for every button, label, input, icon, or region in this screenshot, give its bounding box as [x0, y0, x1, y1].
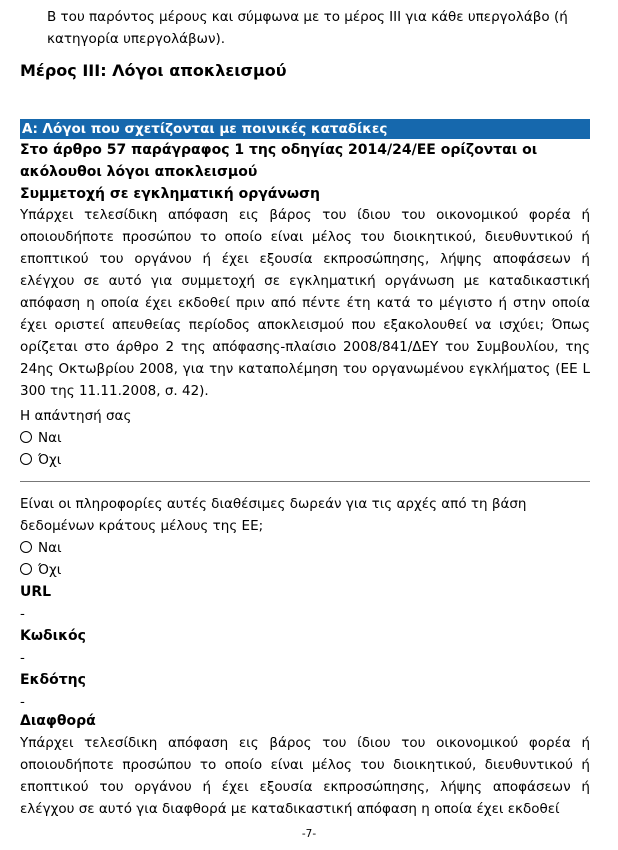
- radio-circle-icon[interactable]: [20, 563, 32, 575]
- section-intro: Στο άρθρο 57 παράγραφος 1 της οδηγίας 2014/24/ΕΕ ορίζονται οι ακόλουθοι λόγοι αποκλεισμού: [20, 142, 538, 180]
- url-label: URL: [20, 584, 52, 600]
- availability-group: [20, 493, 590, 713]
- url-value: -: [20, 606, 25, 622]
- radio-circle-icon[interactable]: [20, 453, 32, 465]
- answer-label: Η απάντησή σας: [20, 408, 132, 424]
- radio-yes[interactable]: [20, 427, 590, 449]
- availability-radio-no[interactable]: [20, 559, 590, 581]
- intro-paragraph: Β του παρόντος μέρους και σύμφωνα με το μέρος ΙΙΙ για κάθε υπεργολάβο (ή κατηγορία υπεργολάβων).: [47, 9, 568, 47]
- availability-no-label: Όχι: [38, 562, 62, 578]
- code-value: -: [20, 650, 25, 666]
- corruption-body: Υπάρχει τελεσίδικη απόφαση εις βάρος του ίδιου του οικονομικού φορέα ή οποιουδήποτε προσώπου το οποίο είναι μέλος του διοικητικού, διευθυντικού ή εποπτικού του οργάνου ή έχει εξουσία εκπροσώπησης, λήψης αποφάσεων ή ελέγχου σε αυτό για διαφθορά με καταδικαστική απόφαση η οποία έχει εκδοθεί: [20, 735, 590, 817]
- radio-circle-icon[interactable]: [20, 431, 32, 443]
- radio-no[interactable]: [20, 449, 590, 471]
- radio-yes-label: Ναι: [38, 430, 62, 446]
- criminal-body: Υπάρχει τελεσίδικη απόφαση εις βάρος του ίδιου του οικονομικού φορέα ή οποιουδήποτε προσώπου το οποίο είναι μέλος του διοικητικού, διευθυντικού ή εποπτικού του οργάνου ή έχει εξουσία εκπροσώπησης, λήψης αποφάσεων ή ελέγχου σε αυτό για συμμετοχή σε εγκληματική οργάνωση με καταδικαστική απόφαση η οποία έχει εκδοθεί πριν από πέντε έτη κατά το μέγιστο ή στην οποία έχει οριστεί απευθείας περίοδος αποκλεισμού που εξακολουθεί να ισχύει; Όπως ορίζεται στο άρθρο 2 της απόφασης-πλαίσιο 2008/841/ΔΕΥ του Συμβουλίου, της 24ης Οκτωβρίου 2008, για την καταπολέμηση του οργανωμένου εγκλήματος (ΕΕ L 300 της 11.11.2008, σ. 42).: [20, 207, 590, 399]
- corruption-heading: Διαφθορά: [20, 713, 96, 729]
- answer-group: [20, 405, 590, 471]
- page-number: -7-: [301, 828, 317, 840]
- criminal-heading: Συμμετοχή σε εγκληματική οργάνωση: [20, 186, 320, 202]
- availability-radio-yes[interactable]: [20, 537, 590, 559]
- issuer-value: -: [20, 694, 25, 710]
- radio-no-label: Όχι: [38, 452, 62, 468]
- section-bar: Α: Λόγοι που σχετίζονται με ποινικές καταδίκες: [20, 119, 590, 139]
- radio-circle-icon[interactable]: [20, 541, 32, 553]
- availability-question: Είναι οι πληροφορίες αυτές διαθέσιμες δωρεάν για τις αρχές από τη βάση δεδομένων κράτους μέλους της ΕΕ;: [20, 496, 527, 534]
- code-label: Κωδικός: [20, 628, 86, 644]
- part-title: Μέρος ΙΙΙ: Λόγοι αποκλεισμού: [20, 61, 287, 80]
- availability-yes-label: Ναι: [38, 540, 62, 556]
- issuer-label: Εκδότης: [20, 672, 86, 688]
- divider: [20, 481, 590, 482]
